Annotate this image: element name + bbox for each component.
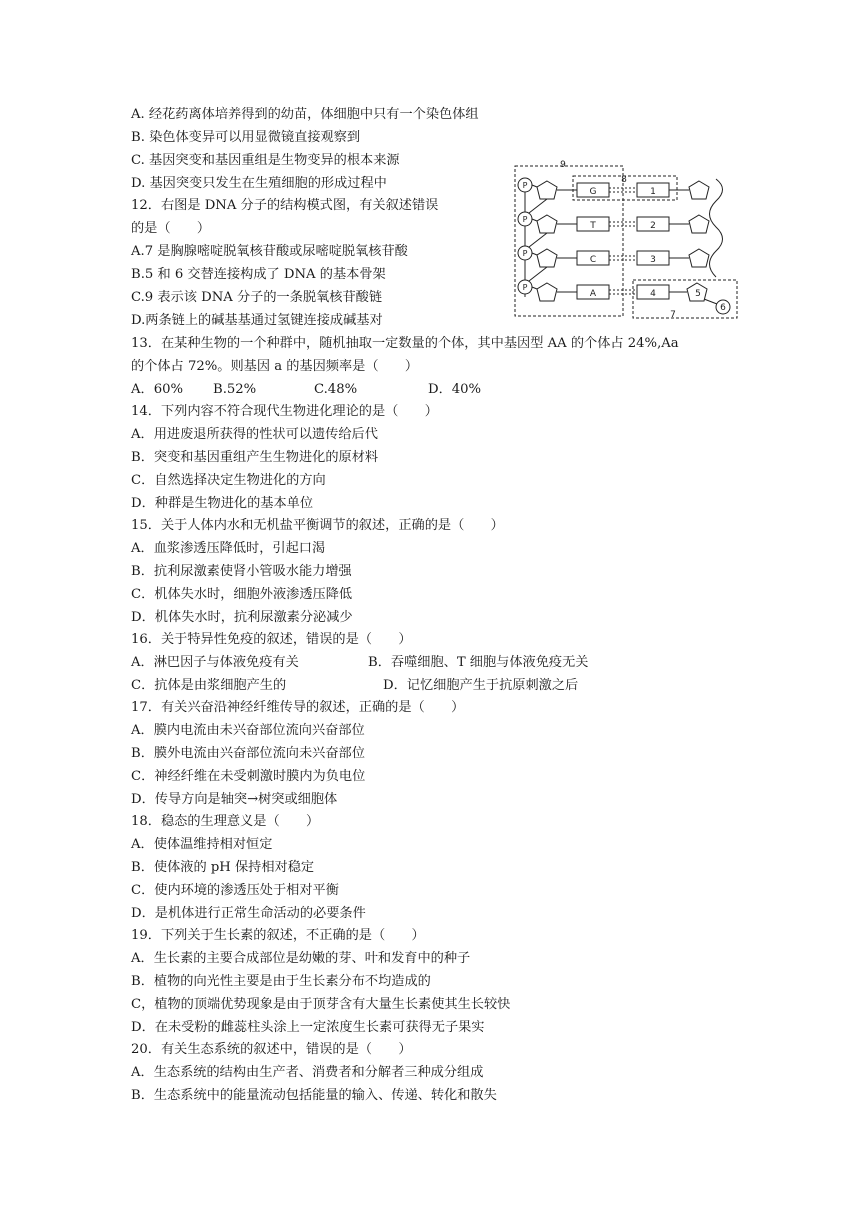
label-7: 7 (670, 310, 676, 320)
q16-stem: 16．关于特异性免疫的叙述，错误的是（ ） (131, 632, 412, 647)
q19-option-b: B．植物的向光性主要是由于生长素分布不均造成的 (131, 974, 431, 989)
phosphate-label: P (522, 181, 528, 190)
label-9: 9 (560, 160, 566, 170)
q13-option-b: B.52% (213, 382, 257, 397)
q11-option-a: A. 经花药离体培养得到的幼苗，体细胞中只有一个染色体组 (131, 107, 479, 122)
base-t: T (590, 221, 596, 231)
q12-option-a: A.7 是胸腺嘧啶脱氧核苷酸或尿嘧啶脱氧核苷酸 (131, 244, 408, 259)
q13-option-d: D．40% (428, 382, 482, 397)
q18-stem: 18．稳态的生理意义是（ ） (131, 814, 320, 829)
q16-option-a: A．淋巴因子与体液免疫有关 (131, 655, 299, 670)
q19-stem: 19．下列关于生长素的叙述，不正确的是（ ） (131, 928, 425, 943)
number-4: 4 (650, 289, 656, 299)
base-a: A (589, 289, 597, 299)
number-2: 2 (650, 221, 656, 231)
phosphate-label: P (522, 215, 528, 224)
q17-option-d: D．传导方向是轴突→树突或细胞体 (131, 792, 338, 807)
q19-option-c: C，植物的顶端优势现象是由于顶芽含有大量生长素使其生长较快 (131, 997, 511, 1012)
q14-option-d: D．种群是生物进化的基本单位 (131, 496, 314, 511)
q13-stem-line2: 的个体占 72%。则基因 a 的基因频率是（ ） (131, 359, 419, 374)
q14-option-b: B．突变和基因重组产生生物进化的原材料 (131, 450, 379, 465)
q18-option-b: B．使体液的 pH 保持相对稳定 (131, 860, 315, 875)
base-c: C (589, 255, 597, 265)
q17-option-c: C．神经纤维在未受刺激时膜内为负电位 (131, 769, 366, 784)
q16-option-d: D．记忆细胞产生于抗原刺激之后 (383, 678, 579, 693)
q14-stem: 14．下列内容不符合现代生物进化理论的是（ ） (131, 404, 438, 419)
q20-option-a: A．生态系统的结构由生产者、消费者和分解者三种成分组成 (131, 1065, 484, 1080)
q14-option-c: C．自然选择决定生物进化的方向 (131, 473, 326, 488)
q17-option-b: B．膜外电流由兴奋部位流向未兴奋部位 (131, 746, 365, 761)
q12-stem-line1: 12．右图是 DNA 分子的结构模式图，有关叙述错误 (131, 198, 439, 213)
phosphate-label: P (522, 283, 528, 292)
q11-option-b: B. 染色体变异可以用显微镜直接观察到 (131, 130, 361, 145)
q19-option-a: A．生长素的主要合成部位是幼嫩的芽、叶和发育中的种子 (131, 951, 471, 966)
q12-option-c: C.9 表示该 DNA 分子的一条脱氧核苷酸链 (131, 290, 383, 305)
q14-option-a: A．用进废退所获得的性状可以遗传给后代 (131, 427, 378, 442)
number-1: 1 (650, 187, 656, 197)
q19-option-d: D．在未受粉的雌蕊柱头涂上一定浓度生长素可获得无子果实 (131, 1020, 485, 1035)
q12-option-d: D.两条链上的碱基基通过氢键连接成碱基对 (131, 313, 383, 328)
q13-stem-line1: 13．在某种生物的一个种群中，随机抽取一定数量的个体，其中基因型 AA 的个体占 24%,Aa (131, 336, 679, 351)
q11-option-d: D. 基因突变只发生在生殖细胞的形成过程中 (131, 176, 387, 191)
q12-stem-line2: 的是（ ） (131, 221, 211, 236)
q18-option-d: D．是机体进行正常生命活动的必要条件 (131, 906, 366, 921)
q13-option-a: A．60% (131, 382, 184, 397)
q15-stem: 15．关于人体内水和无机盐平衡调节的叙述，正确的是（ ） (131, 518, 504, 533)
label-8: 8 (621, 175, 627, 185)
right-sugars (687, 181, 709, 301)
q18-option-c: C．使内环境的渗透压处于相对平衡 (131, 883, 339, 898)
dna-structure-diagram (511, 159, 741, 321)
q15-option-c: C．机体失水时，细胞外液渗透压降低 (131, 587, 353, 602)
q15-option-a: A．血浆渗透压降低时，引起口渴 (131, 541, 326, 556)
base-g: G (589, 187, 597, 197)
q12-option-b: B.5 和 6 交替连接构成了 DNA 的基本骨架 (131, 267, 386, 282)
number-6: 6 (720, 303, 726, 313)
number-3: 3 (650, 255, 656, 265)
q15-option-d: D．机体失水时，抗利尿激素分泌减少 (131, 610, 353, 625)
q11-option-c: C. 基因突变和基因重组是生物变异的根本来源 (131, 153, 400, 168)
q20-stem: 20．有关生态系统的叙述中，错误的是（ ） (131, 1042, 412, 1057)
q18-option-a: A．使体温维持相对恒定 (131, 837, 273, 852)
q16-option-b: B．吞噬细胞、T 细胞与体液免疫无关 (368, 655, 589, 670)
number-5: 5 (695, 289, 701, 299)
q20-option-b: B．生态系统中的能量流动包括能量的输入、传递、转化和散失 (131, 1088, 497, 1103)
q13-option-c: C.48% (314, 382, 358, 397)
phosphate-label: P (522, 249, 528, 258)
q15-option-b: B．抗利尿激素使肾小管吸水能力增强 (131, 564, 352, 579)
q17-stem: 17．有关兴奋沿神经纤维传导的叙述，正确的是（ ） (131, 700, 465, 715)
q16-option-c: C．抗体是由浆细胞产生的 (131, 678, 287, 693)
q17-option-a: A．膜内电流由未兴奋部位流向兴奋部位 (131, 723, 365, 738)
